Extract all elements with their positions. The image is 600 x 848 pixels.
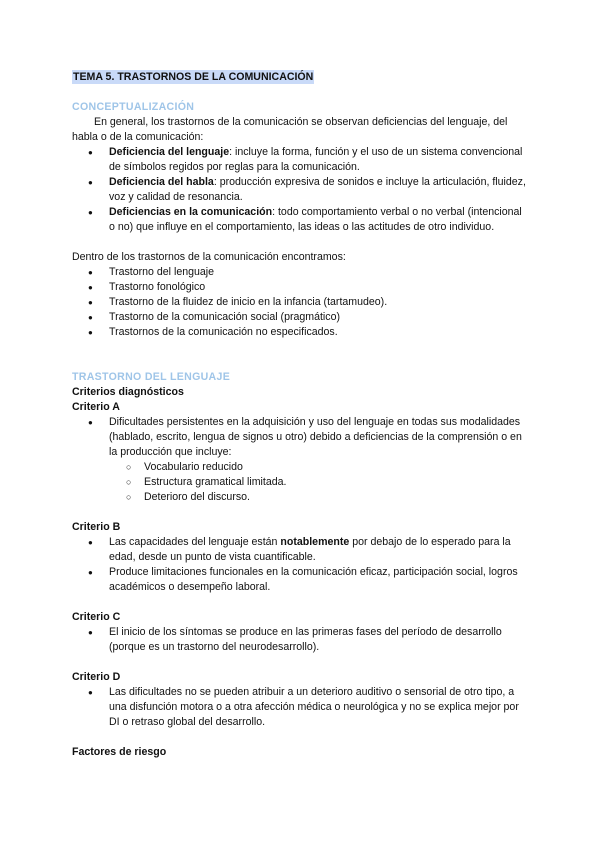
list-item: ● Trastorno del lenguaje xyxy=(72,265,530,280)
term: Deficiencias en la comunicación xyxy=(109,206,273,218)
document-page xyxy=(72,70,530,760)
intro-paragraph: En general, los trastornos de la comunicación se observan deficiencias del lenguaje, del habla o de la comunicación: xyxy=(72,116,508,143)
list-item xyxy=(72,535,530,565)
criterion-a-text: Dificultades persistentes en la adquisición y uso del lenguaje en todas sus modalidades (hablado, escrito, lengua de signos u otro) debido a deficiencias de la comprensión o en la producción que incluye: xyxy=(109,416,522,458)
section-heading-conceptualizacion: CONCEPTUALIZACIÓN xyxy=(72,101,195,113)
list-item xyxy=(72,145,530,175)
list-item: ● Trastornos de la comunicación no especificados. xyxy=(72,325,530,340)
list-item: ● Produce limitaciones funcionales en la comunicación eficaz, participación social, logros académicos o desempeño laboral. xyxy=(72,565,530,595)
list-item: ● Trastorno fonológico xyxy=(72,280,530,295)
criterion-d-title: Criterio D xyxy=(72,671,121,683)
criterion-b-text: Las capacidades del lenguaje están xyxy=(109,536,281,548)
definition: : producción expresiva de sonidos e incluye la articulación, fluidez, voz y calidad de resonancia. xyxy=(109,176,526,203)
definition: : todo comportamiento verbal o no verbal (intencional o no) que influye en el comportamiento, las ideas o las actitudes de otro individuo. xyxy=(109,206,522,233)
list-intro: Dentro de los trastornos de la comunicación encontramos: xyxy=(72,251,346,263)
definition: : incluye la forma, función y el uso de un sistema convencional de símbolos regidos por reglas para la comunicación. xyxy=(109,146,523,173)
criterion-b-title: Criterio B xyxy=(72,521,121,533)
sublist-item: ○ Vocabulario reducido xyxy=(72,460,530,475)
criterion-c-title: Criterio C xyxy=(72,611,121,623)
criterion-a-title: Criterio A xyxy=(72,401,120,413)
definitions-list xyxy=(72,145,530,235)
list-item xyxy=(72,415,530,505)
title-text: TEMA 5. TRASTORNOS DE LA COMUNICACIÓN xyxy=(73,71,314,83)
criterion-b-list xyxy=(72,535,530,595)
list-item xyxy=(72,205,530,235)
list-item: ● El inicio de los síntomas se produce en las primeras fases del período de desarrollo (porque es un trastorno del neurodesarrollo). xyxy=(72,625,530,655)
list-item: ● Las dificultades no se pueden atribuir a un deterioro auditivo o sensorial de otro tipo, a una disfunción motora o a otra afección médica o neurológica y no se explica mejor por DI o retraso global del desarrollo. xyxy=(72,685,530,730)
criteria-title: Criterios diagnósticos xyxy=(72,386,184,398)
criterion-a-list xyxy=(72,415,530,505)
criterion-b-text: por debajo de lo esperado para la edad, desde un punto de vista cuantificable. xyxy=(109,536,511,563)
document-title xyxy=(72,70,530,85)
criterion-a-sublist xyxy=(72,460,530,505)
section-heading-trastorno-lenguaje: TRASTORNO DEL LENGUAJE xyxy=(72,371,231,383)
criterion-c-list xyxy=(72,625,530,655)
emphasis: notablemente xyxy=(280,536,350,548)
disorders-list xyxy=(72,265,530,340)
list-item: ● Trastorno de la comunicación social (pragmático) xyxy=(72,310,530,325)
sublist-item: ○ Deterioro del discurso. xyxy=(72,490,530,505)
risk-factors-title: Factores de riesgo xyxy=(72,746,167,758)
criterion-d-list xyxy=(72,685,530,730)
sublist-item: ○ Estructura gramatical limitada. xyxy=(72,475,530,490)
list-item: ● Trastorno de la fluidez de inicio en la infancia (tartamudeo). xyxy=(72,295,530,310)
term: Deficiencia del habla xyxy=(109,176,214,188)
list-item xyxy=(72,175,530,205)
term: Deficiencia del lenguaje xyxy=(109,146,230,158)
